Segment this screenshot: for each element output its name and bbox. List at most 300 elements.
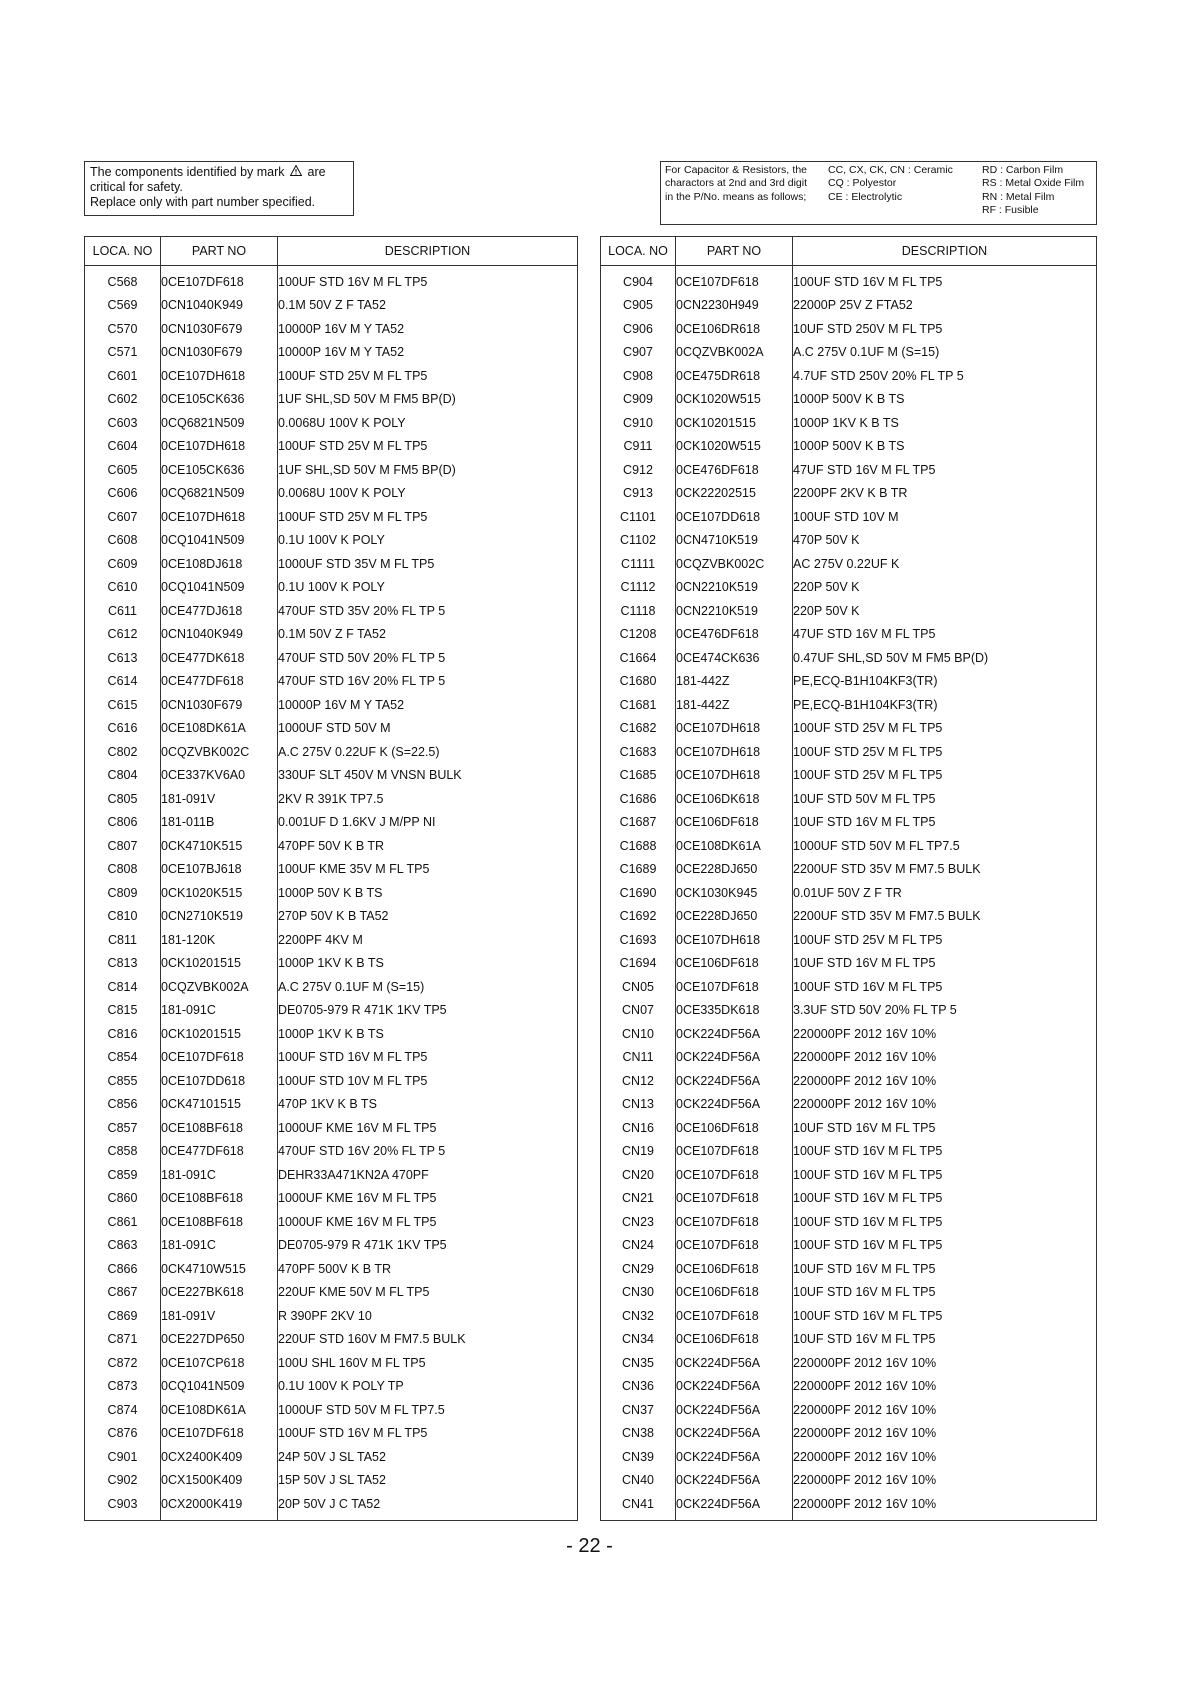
table-row — [601, 1445, 1097, 1469]
part-number-cell: 0CK10201515 — [161, 1022, 278, 1046]
location-number-cell: C814 — [85, 975, 161, 999]
table-row — [601, 388, 1097, 412]
description-cell: 100UF STD 16V M FL TP5 — [278, 1422, 578, 1446]
description-cell: 10000P 16V M Y TA52 — [278, 341, 578, 365]
part-number-cell: 0CE106DF618 — [676, 1257, 793, 1281]
description-cell: 100UF STD 25V M FL TP5 — [278, 505, 578, 529]
table-row — [85, 1093, 578, 1117]
part-number-cell: 0CK224DF56A — [676, 1022, 793, 1046]
part-number-cell: 0CE107BJ618 — [161, 858, 278, 882]
location-number-cell: C1690 — [601, 881, 676, 905]
part-number-cell: 0CQ1041N509 — [161, 576, 278, 600]
table-row — [601, 1281, 1097, 1305]
column-header-loca-no: LOCA. NO — [85, 237, 161, 266]
description-cell: 220000PF 2012 16V 10% — [793, 1351, 1097, 1375]
location-number-cell: C1688 — [601, 834, 676, 858]
table-row — [601, 623, 1097, 647]
table-row — [601, 294, 1097, 318]
location-number-cell: C571 — [85, 341, 161, 365]
legend-capacitor-polyestor: CQ : Polyestor — [828, 177, 897, 190]
location-number-cell: C805 — [85, 787, 161, 811]
location-number-cell: C906 — [601, 317, 676, 341]
legend-capacitor-column — [828, 164, 953, 204]
description-cell: 100UF STD 16V M FL TP5 — [793, 1304, 1097, 1328]
table-row — [85, 1140, 578, 1164]
description-cell: 470P 50V K — [793, 529, 1097, 553]
table-row — [85, 717, 578, 741]
part-number-cell: 0CE228DJ650 — [676, 905, 793, 929]
column-header-description: DESCRIPTION — [278, 237, 578, 266]
page-number: - 22 - — [566, 1535, 613, 1557]
location-number-cell: C910 — [601, 411, 676, 435]
location-number-cell: CN37 — [601, 1398, 676, 1422]
location-number-cell: C872 — [85, 1351, 161, 1375]
part-number-cell: 0CE107DD618 — [161, 1069, 278, 1093]
location-number-cell: C1689 — [601, 858, 676, 882]
table-row — [601, 1022, 1097, 1046]
description-cell: 10UF STD 16V M FL TP5 — [793, 1328, 1097, 1352]
description-cell: 100UF STD 10V M — [793, 505, 1097, 529]
table-row — [85, 905, 578, 929]
part-number-cell: 0CN2710K519 — [161, 905, 278, 929]
part-number-cell: 0CE107DH618 — [676, 717, 793, 741]
location-number-cell: CN19 — [601, 1140, 676, 1164]
location-number-cell: CN30 — [601, 1281, 676, 1305]
description-cell: 470UF STD 16V 20% FL TP 5 — [278, 1140, 578, 1164]
location-number-cell: C854 — [85, 1046, 161, 1070]
table-row — [601, 482, 1097, 506]
description-cell: 1UF SHL,SD 50V M FM5 BP(D) — [278, 458, 578, 482]
table-row — [85, 576, 578, 600]
location-number-cell: CN05 — [601, 975, 676, 999]
table-row — [601, 787, 1097, 811]
description-cell: 0.0068U 100V K POLY — [278, 482, 578, 506]
table-row — [601, 905, 1097, 929]
location-number-cell: CN20 — [601, 1163, 676, 1187]
table-row — [601, 646, 1097, 670]
part-number-cell: 0CE107DH618 — [676, 764, 793, 788]
description-cell: PE,ECQ-B1H104KF3(TR) — [793, 693, 1097, 717]
safety-notice-line2: critical for safety. — [90, 180, 183, 194]
table-row — [601, 764, 1097, 788]
location-number-cell: C901 — [85, 1445, 161, 1469]
table-row — [85, 1069, 578, 1093]
location-number-cell: C613 — [85, 646, 161, 670]
location-number-cell: C804 — [85, 764, 161, 788]
location-number-cell: C1693 — [601, 928, 676, 952]
location-number-cell: CN11 — [601, 1046, 676, 1070]
description-cell: A.C 275V 0.1UF M (S=15) — [793, 341, 1097, 365]
parts-table-right-body — [601, 266, 1097, 1521]
part-number-cell: 0CN1040K949 — [161, 294, 278, 318]
description-cell: 100UF STD 16V M FL TP5 — [793, 1210, 1097, 1234]
table-row — [85, 999, 578, 1023]
table-row — [601, 599, 1097, 623]
table-row — [85, 834, 578, 858]
part-number-cell: 0CQZVBK002A — [161, 975, 278, 999]
part-number-cell: 0CE107DF618 — [161, 1046, 278, 1070]
legend-resistor-column — [982, 164, 1084, 217]
part-number-cell: 0CE107DF618 — [676, 1304, 793, 1328]
description-cell: 2200PF 2KV K B TR — [793, 482, 1097, 506]
table-row — [601, 266, 1097, 294]
legend-capacitor-ceramic: CC, CX, CK, CN : Ceramic — [828, 164, 953, 176]
part-number-cell: 0CE107DF618 — [676, 1187, 793, 1211]
part-number-cell: 0CE107DF618 — [161, 266, 278, 294]
description-cell: PE,ECQ-B1H104KF3(TR) — [793, 670, 1097, 694]
table-row — [85, 764, 578, 788]
description-cell: 100UF STD 16V M FL TP5 — [793, 975, 1097, 999]
description-cell: 470PF 500V K B TR — [278, 1257, 578, 1281]
table-row — [601, 458, 1097, 482]
safety-notice-line3: Replace only with part number specified. — [90, 195, 316, 209]
table-row — [85, 1375, 578, 1399]
table-row — [85, 1398, 578, 1422]
part-number-cell: 0CE477DJ618 — [161, 599, 278, 623]
description-cell: 0.1U 100V K POLY TP — [278, 1375, 578, 1399]
table-row — [85, 1210, 578, 1234]
table-row — [601, 1304, 1097, 1328]
part-number-cell: 0CK224DF56A — [676, 1351, 793, 1375]
part-number-cell: 0CE227DP650 — [161, 1328, 278, 1352]
table-row — [85, 881, 578, 905]
location-number-cell: CN39 — [601, 1445, 676, 1469]
part-number-cell: 0CK22202515 — [676, 482, 793, 506]
legend-capacitor-electrolytic: CE : Electrolytic — [828, 190, 903, 203]
part-number-cell: 0CK1030K945 — [676, 881, 793, 905]
location-number-cell: C815 — [85, 999, 161, 1023]
part-number-cell: 0CK224DF56A — [676, 1469, 793, 1493]
location-number-cell: C902 — [85, 1469, 161, 1493]
table-row — [85, 482, 578, 506]
location-number-cell: C1692 — [601, 905, 676, 929]
location-number-cell: C1111 — [601, 552, 676, 576]
table-row — [601, 364, 1097, 388]
part-number-cell: 0CE107DH618 — [161, 505, 278, 529]
part-number-cell: 0CE227BK618 — [161, 1281, 278, 1305]
description-cell: 220000PF 2012 16V 10% — [793, 1093, 1097, 1117]
location-number-cell: C873 — [85, 1375, 161, 1399]
parts-table-left — [84, 236, 578, 1521]
location-number-cell: CN40 — [601, 1469, 676, 1493]
part-number-cell: 0CK224DF56A — [676, 1093, 793, 1117]
part-number-cell: 0CE105CK636 — [161, 458, 278, 482]
description-cell: 100U SHL 160V M FL TP5 — [278, 1351, 578, 1375]
table-row — [85, 952, 578, 976]
part-number-cell: 0CX2400K409 — [161, 1445, 278, 1469]
description-cell: 1000P 1KV K B TS — [793, 411, 1097, 435]
description-cell: 470PF 50V K B TR — [278, 834, 578, 858]
description-cell: 220UF KME 50V M FL TP5 — [278, 1281, 578, 1305]
location-number-cell: C811 — [85, 928, 161, 952]
table-row — [601, 576, 1097, 600]
part-number-cell: 0CE107DF618 — [676, 975, 793, 999]
location-number-cell: CN41 — [601, 1492, 676, 1520]
part-number-cell: 0CE107DF618 — [676, 1210, 793, 1234]
location-number-cell: C869 — [85, 1304, 161, 1328]
description-cell: 20P 50V J C TA52 — [278, 1492, 578, 1520]
part-number-cell: 0CE107DF618 — [676, 1140, 793, 1164]
description-cell: DE0705-979 R 471K 1KV TP5 — [278, 999, 578, 1023]
description-cell: 470UF STD 16V 20% FL TP 5 — [278, 670, 578, 694]
table-row — [601, 1116, 1097, 1140]
location-number-cell: C907 — [601, 341, 676, 365]
description-cell: 100UF STD 25V M FL TP5 — [793, 740, 1097, 764]
location-number-cell: CN29 — [601, 1257, 676, 1281]
description-cell: 220000PF 2012 16V 10% — [793, 1422, 1097, 1446]
description-cell: 220000PF 2012 16V 10% — [793, 1445, 1097, 1469]
part-number-cell: 0CK1020W515 — [676, 435, 793, 459]
description-cell: 100UF STD 16V M FL TP5 — [793, 266, 1097, 294]
table-row — [601, 717, 1097, 741]
part-number-cell: 0CN2210K519 — [676, 599, 793, 623]
description-cell: 1000UF KME 16V M FL TP5 — [278, 1210, 578, 1234]
part-number-cell: 181-091V — [161, 1304, 278, 1328]
description-cell: 1000UF STD 50V M — [278, 717, 578, 741]
location-number-cell: C903 — [85, 1492, 161, 1520]
part-number-cell: 0CE107DH618 — [161, 435, 278, 459]
location-number-cell: C863 — [85, 1234, 161, 1258]
description-cell: 100UF STD 25V M FL TP5 — [793, 764, 1097, 788]
legend-intro-column — [665, 164, 807, 204]
description-cell: 0.001UF D 1.6KV J M/PP NI — [278, 811, 578, 835]
table-row — [85, 294, 578, 318]
location-number-cell: C616 — [85, 717, 161, 741]
location-number-cell: C614 — [85, 670, 161, 694]
part-number-cell: 181-091C — [161, 1163, 278, 1187]
description-cell: 220000PF 2012 16V 10% — [793, 1046, 1097, 1070]
part-number-cell: 0CE107DF618 — [161, 1422, 278, 1446]
location-number-cell: C857 — [85, 1116, 161, 1140]
description-cell: 100UF STD 16V M FL TP5 — [793, 1187, 1097, 1211]
legend-intro: For Capacitor & Resistors, the charactors at 2nd and 3rd digit in the P/No. means as follows; — [665, 164, 807, 203]
part-number-cell: 0CN2230H949 — [676, 294, 793, 318]
safety-notice-text-b: are — [307, 165, 326, 179]
table-row — [601, 1187, 1097, 1211]
part-number-cell: 0CQ1041N509 — [161, 1375, 278, 1399]
part-number-cell: 0CE477DF618 — [161, 670, 278, 694]
table-row — [601, 1093, 1097, 1117]
location-number-cell: C806 — [85, 811, 161, 835]
part-number-cell: 0CK4710W515 — [161, 1257, 278, 1281]
location-number-cell: C1681 — [601, 693, 676, 717]
table-row — [85, 411, 578, 435]
location-number-cell: C1680 — [601, 670, 676, 694]
safety-notice — [84, 161, 354, 216]
table-row — [601, 858, 1097, 882]
part-number-cell: 0CQ1041N509 — [161, 529, 278, 553]
description-cell: 100UF STD 16V M FL TP5 — [793, 1140, 1097, 1164]
location-number-cell: C876 — [85, 1422, 161, 1446]
part-number-cell: 0CE107DD618 — [676, 505, 793, 529]
description-cell: 3.3UF STD 50V 20% FL TP 5 — [793, 999, 1097, 1023]
warning-triangle-icon — [290, 165, 302, 180]
table-row — [85, 1022, 578, 1046]
location-number-cell: C874 — [85, 1398, 161, 1422]
location-number-cell: C606 — [85, 482, 161, 506]
part-number-cell: 0CE106DR618 — [676, 317, 793, 341]
part-number-cell: 0CE106DF618 — [676, 952, 793, 976]
part-number-cell: 0CK4710K515 — [161, 834, 278, 858]
location-number-cell: C816 — [85, 1022, 161, 1046]
location-number-cell: CN35 — [601, 1351, 676, 1375]
part-number-cell: 181-091V — [161, 787, 278, 811]
part-number-cell: 0CK47101515 — [161, 1093, 278, 1117]
part-number-cell: 181-011B — [161, 811, 278, 835]
part-number-cell: 0CK224DF56A — [676, 1492, 793, 1520]
description-cell: 100UF STD 25V M FL TP5 — [278, 435, 578, 459]
location-number-cell: C866 — [85, 1257, 161, 1281]
description-cell: 0.1M 50V Z F TA52 — [278, 294, 578, 318]
part-number-cell: 0CN1040K949 — [161, 623, 278, 647]
table-row — [85, 787, 578, 811]
part-number-cell: 0CE477DK618 — [161, 646, 278, 670]
description-cell: 10UF STD 16V M FL TP5 — [793, 811, 1097, 835]
part-number-cell: 0CE108BF618 — [161, 1210, 278, 1234]
table-row — [601, 834, 1097, 858]
table-row — [85, 505, 578, 529]
description-cell: 1000UF STD 35V M FL TP5 — [278, 552, 578, 576]
part-number-cell: 0CK224DF56A — [676, 1422, 793, 1446]
description-cell: 10000P 16V M Y TA52 — [278, 693, 578, 717]
location-number-cell: C609 — [85, 552, 161, 576]
location-number-cell: C1683 — [601, 740, 676, 764]
table-row — [85, 1163, 578, 1187]
description-cell: 100UF STD 25V M FL TP5 — [793, 717, 1097, 741]
table-row — [85, 341, 578, 365]
table-row — [601, 1398, 1097, 1422]
part-number-cell: 0CE107CP618 — [161, 1351, 278, 1375]
part-number-cell: 0CN2210K519 — [676, 576, 793, 600]
table-row — [601, 1140, 1097, 1164]
description-cell: 2200UF STD 35V M FM7.5 BULK — [793, 905, 1097, 929]
table-row — [85, 1234, 578, 1258]
description-cell: 100UF STD 25V M FL TP5 — [793, 928, 1097, 952]
description-cell: 10UF STD 16V M FL TP5 — [793, 952, 1097, 976]
description-cell: 100UF STD 16V M FL TP5 — [793, 1163, 1097, 1187]
location-number-cell: C1112 — [601, 576, 676, 600]
location-number-cell: C1101 — [601, 505, 676, 529]
description-cell: 220000PF 2012 16V 10% — [793, 1375, 1097, 1399]
description-cell: 0.47UF SHL,SD 50V M FM5 BP(D) — [793, 646, 1097, 670]
description-cell: 100UF STD 16V M FL TP5 — [278, 266, 578, 294]
part-number-cell: 0CE108DJ618 — [161, 552, 278, 576]
location-number-cell: C802 — [85, 740, 161, 764]
part-number-cell: 0CE337KV6A0 — [161, 764, 278, 788]
location-number-cell: C867 — [85, 1281, 161, 1305]
part-number-cell: 0CQZVBK002A — [676, 341, 793, 365]
location-number-cell: C808 — [85, 858, 161, 882]
part-number-cell: 0CE108BF618 — [161, 1116, 278, 1140]
table-row — [601, 1069, 1097, 1093]
table-row — [85, 1257, 578, 1281]
location-number-cell: C858 — [85, 1140, 161, 1164]
column-header-part-no: PART NO — [161, 237, 278, 266]
part-number-cell: 0CX1500K409 — [161, 1469, 278, 1493]
location-number-cell: CN32 — [601, 1304, 676, 1328]
description-cell: 470UF STD 35V 20% FL TP 5 — [278, 599, 578, 623]
part-number-cell: 0CE476DF618 — [676, 458, 793, 482]
part-number-cell: 0CE475DR618 — [676, 364, 793, 388]
table-row — [85, 1304, 578, 1328]
part-number-cell: 0CE108BF618 — [161, 1187, 278, 1211]
description-cell: 1UF SHL,SD 50V M FM5 BP(D) — [278, 388, 578, 412]
description-cell: A.C 275V 0.22UF K (S=22.5) — [278, 740, 578, 764]
table-row — [601, 952, 1097, 976]
description-cell: 10UF STD 16V M FL TP5 — [793, 1257, 1097, 1281]
table-row — [601, 881, 1097, 905]
description-cell: 22000P 25V Z FTA52 — [793, 294, 1097, 318]
table-row — [85, 1328, 578, 1352]
description-cell: 0.0068U 100V K POLY — [278, 411, 578, 435]
description-cell: 1000P 50V K B TS — [278, 881, 578, 905]
safety-notice-line1 — [90, 165, 348, 180]
table-row — [85, 388, 578, 412]
description-cell: 470UF STD 50V 20% FL TP 5 — [278, 646, 578, 670]
location-number-cell: C610 — [85, 576, 161, 600]
table-row — [85, 435, 578, 459]
location-number-cell: C602 — [85, 388, 161, 412]
location-number-cell: C603 — [85, 411, 161, 435]
table-row — [601, 505, 1097, 529]
table-row — [601, 1328, 1097, 1352]
description-cell: 220UF STD 160V M FM7.5 BULK — [278, 1328, 578, 1352]
description-cell: 10UF STD 50V M FL TP5 — [793, 787, 1097, 811]
legend-resistor-metal-oxide: RS : Metal Oxide Film — [982, 177, 1085, 190]
location-number-cell: C604 — [85, 435, 161, 459]
description-cell: 220P 50V K — [793, 599, 1097, 623]
description-cell: 2200UF STD 35V M FM7.5 BULK — [793, 858, 1097, 882]
location-number-cell: C1664 — [601, 646, 676, 670]
location-number-cell: C909 — [601, 388, 676, 412]
location-number-cell: C809 — [85, 881, 161, 905]
part-number-cell: 0CE108DK61A — [676, 834, 793, 858]
description-cell: 100UF STD 16V M FL TP5 — [278, 1046, 578, 1070]
location-number-cell: C856 — [85, 1093, 161, 1117]
location-number-cell: C913 — [601, 482, 676, 506]
table-row — [601, 435, 1097, 459]
description-cell: 47UF STD 16V M FL TP5 — [793, 458, 1097, 482]
part-number-cell: 0CE105CK636 — [161, 388, 278, 412]
legend-resistor-fusible: RF : Fusible — [982, 203, 1039, 216]
location-number-cell: CN38 — [601, 1422, 676, 1446]
part-number-cell: 0CN1030F679 — [161, 693, 278, 717]
part-number-legend — [660, 161, 1097, 225]
table-row — [601, 1234, 1097, 1258]
part-number-cell: 0CK224DF56A — [676, 1375, 793, 1399]
part-number-cell: 0CQ6821N509 — [161, 411, 278, 435]
location-number-cell: C859 — [85, 1163, 161, 1187]
description-cell: DE0705-979 R 471K 1KV TP5 — [278, 1234, 578, 1258]
description-cell: 220000PF 2012 16V 10% — [793, 1022, 1097, 1046]
part-number-cell: 181-442Z — [676, 693, 793, 717]
parts-table-right — [600, 236, 1097, 1521]
part-number-cell: 0CE107DF618 — [676, 1163, 793, 1187]
part-number-cell: 0CE335DK618 — [676, 999, 793, 1023]
table-row — [601, 1422, 1097, 1446]
description-cell: 0.1M 50V Z F TA52 — [278, 623, 578, 647]
location-number-cell: CN07 — [601, 999, 676, 1023]
description-cell: 220P 50V K — [793, 576, 1097, 600]
table-row — [601, 341, 1097, 365]
legend-resistor-metal: RN : Metal Film — [982, 190, 1055, 203]
table-row — [601, 999, 1097, 1023]
description-cell: 1000P 1KV K B TS — [278, 952, 578, 976]
table-row — [601, 1375, 1097, 1399]
table-row — [85, 670, 578, 694]
part-number-cell: 0CE107DH618 — [676, 928, 793, 952]
location-number-cell: CN24 — [601, 1234, 676, 1258]
